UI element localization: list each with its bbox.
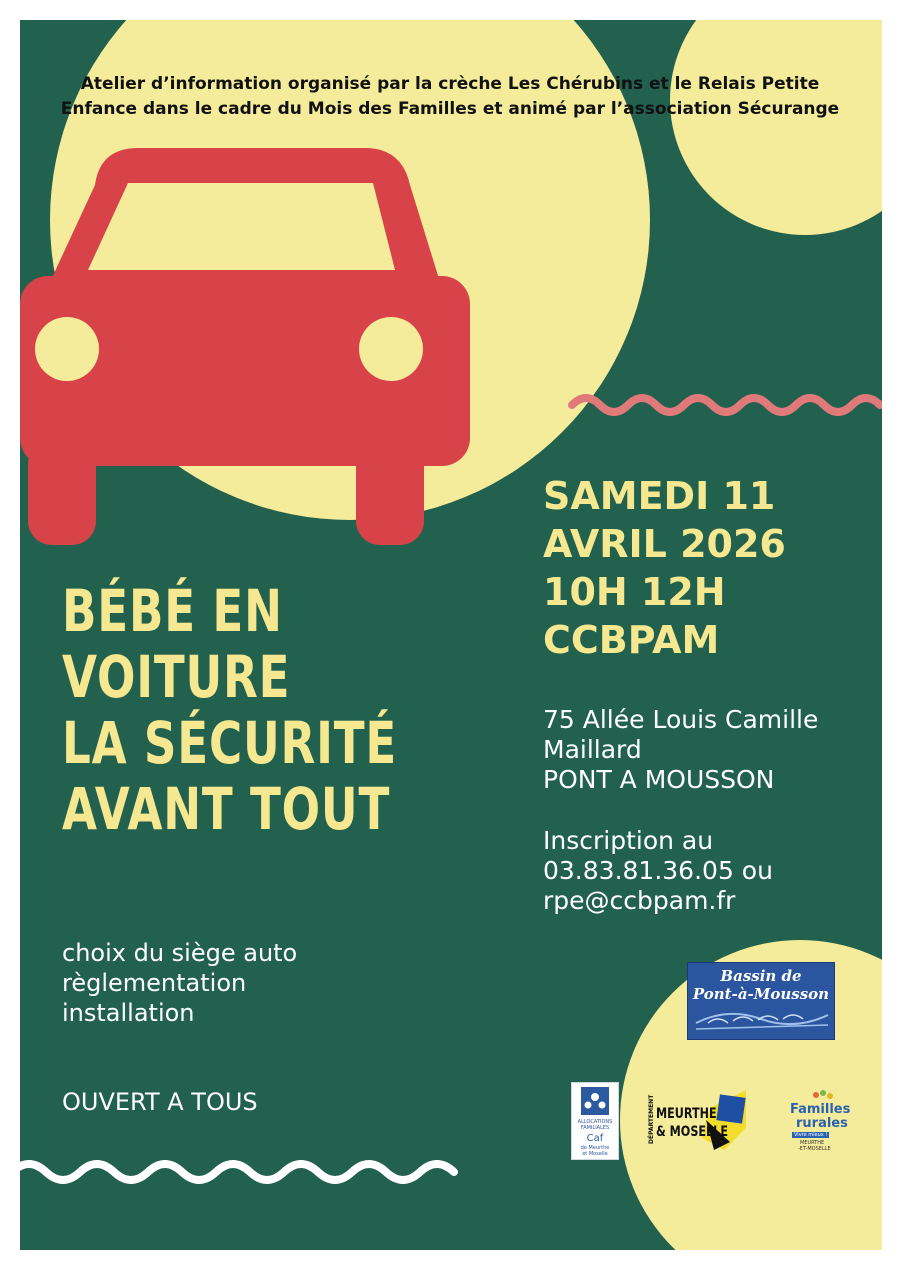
familles-line-1: Familles bbox=[790, 1102, 851, 1117]
header-line-2: Enfance dans le cadre du Mois des Familles et animé par l’association Sécurange bbox=[60, 99, 840, 119]
bridge-icon bbox=[688, 963, 834, 1039]
title-line-1: BÉBÉ EN bbox=[62, 577, 283, 645]
wave-pink bbox=[572, 398, 880, 412]
registration-info bbox=[543, 826, 773, 916]
departement-line-1: MEURTHE bbox=[656, 1106, 717, 1122]
familles-rurales-logo bbox=[786, 1090, 850, 1154]
event-address bbox=[543, 705, 818, 795]
event-organizer-header bbox=[0, 72, 900, 122]
caf-emblem-icon bbox=[572, 1085, 618, 1117]
title-line-3: LA SÉCURITÉ bbox=[62, 709, 398, 777]
phone-number: 03.83.81.36.05 ou bbox=[543, 856, 773, 885]
topics-list bbox=[62, 938, 297, 1028]
event-month-year: AVRIL 2026 bbox=[543, 522, 786, 566]
page-title bbox=[62, 578, 397, 842]
title-line-2: VOITURE bbox=[62, 643, 291, 711]
headlight-right-icon bbox=[359, 317, 423, 381]
familles-region-2: -ET-MOSELLE bbox=[798, 1146, 831, 1152]
bassin-logo-line-1: Bassin de bbox=[720, 967, 802, 985]
caf-line-2: FAMILIALES bbox=[580, 1125, 610, 1131]
event-date-block bbox=[543, 472, 786, 664]
familles-tagline: Vivre mieux ! bbox=[794, 1132, 828, 1138]
email-link[interactable]: rpe@ccbpam.fr bbox=[543, 886, 736, 915]
caf-line-4: de Meurthe bbox=[580, 1145, 610, 1151]
header-line-1: Atelier d’information organisé par la crèche Les Chérubins et le Relais Petite bbox=[80, 74, 820, 94]
event-place: CCBPAM bbox=[543, 618, 720, 662]
departement-label: DÉPARTEMENT bbox=[648, 1094, 655, 1144]
list-item: choix du siège auto bbox=[62, 939, 298, 967]
list-item: installation bbox=[62, 999, 195, 1027]
caf-line-3: Caf bbox=[586, 1133, 604, 1144]
caf-line-1: ALLOCATIONS bbox=[577, 1119, 613, 1125]
event-day: SAMEDI 11 bbox=[543, 474, 776, 518]
familles-region-1: MEURTHE bbox=[800, 1140, 825, 1146]
address-line-3: PONT A MOUSSON bbox=[543, 765, 775, 794]
wave-white bbox=[20, 1164, 454, 1180]
address-line-2: Maillard bbox=[543, 735, 642, 764]
list-item: règlementation bbox=[62, 969, 247, 997]
address-line-1: 75 Allée Louis Camille bbox=[543, 705, 819, 734]
headlight-left-icon bbox=[35, 317, 99, 381]
familles-line-2: rurales bbox=[796, 1116, 848, 1131]
departement-meurthe-moselle-logo bbox=[648, 1090, 748, 1150]
inscription-line-1: Inscription au bbox=[543, 826, 714, 855]
caf-line-5: et Moselle bbox=[582, 1151, 608, 1157]
departement-line-2: & MOSELLE bbox=[656, 1124, 728, 1140]
caf-logo bbox=[571, 1082, 619, 1160]
title-line-4: AVANT TOUT bbox=[62, 775, 391, 843]
open-to-all-label: OUVERT A TOUS bbox=[62, 1088, 258, 1116]
event-time: 10H 12H bbox=[543, 570, 726, 614]
bassin-pont-a-mousson-logo bbox=[687, 962, 835, 1040]
bassin-logo-line-2: Pont-à-Mousson bbox=[692, 985, 830, 1003]
cream-circle-top-right bbox=[670, 20, 882, 235]
